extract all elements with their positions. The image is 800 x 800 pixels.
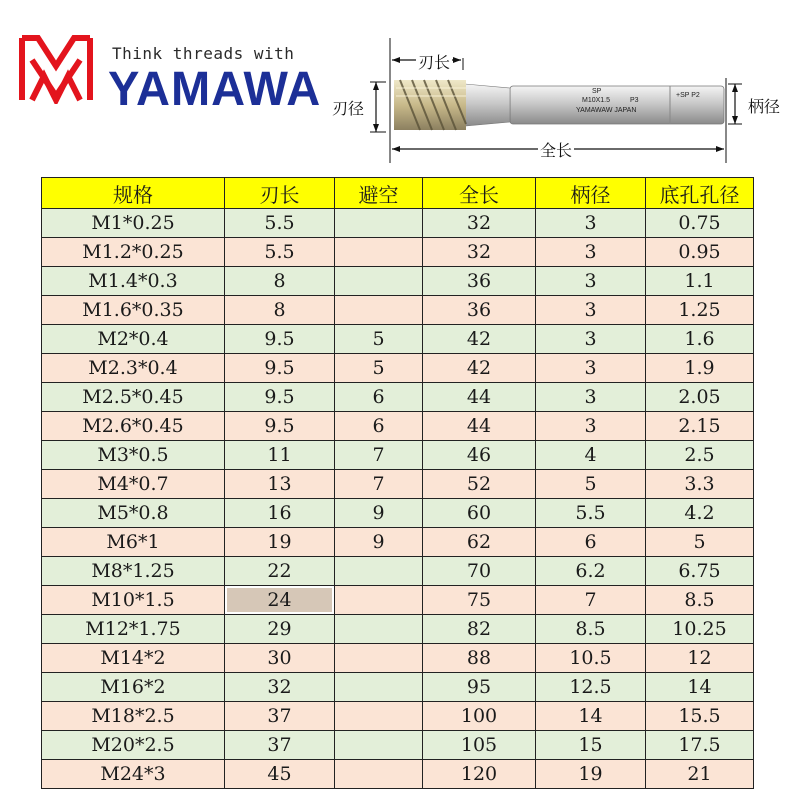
cell-clearance: 5 xyxy=(335,325,423,354)
cell-pilot-hole: 10.25 xyxy=(646,615,754,644)
cell-total-length: 36 xyxy=(423,296,536,325)
cell-spec: M8*1.25 xyxy=(42,557,225,586)
cell-shank-diameter: 6 xyxy=(536,528,646,557)
table-row xyxy=(42,702,754,731)
header-blade-length: 刃长 xyxy=(225,178,335,209)
blade-diameter-label: 刃径 xyxy=(330,96,366,119)
cell-total-length: 62 xyxy=(423,528,536,557)
table-row xyxy=(42,209,754,238)
cell-clearance xyxy=(335,296,423,325)
cell-clearance xyxy=(335,702,423,731)
yamawa-mark-icon xyxy=(18,30,94,104)
cell-pilot-hole: 12 xyxy=(646,644,754,673)
cell-total-length: 120 xyxy=(423,760,536,789)
cell-shank-diameter: 6.2 xyxy=(536,557,646,586)
cell-clearance xyxy=(335,731,423,760)
cell-clearance xyxy=(335,586,423,615)
table-row xyxy=(42,441,754,470)
table-row xyxy=(42,267,754,296)
cell-clearance: 6 xyxy=(335,383,423,412)
cell-pilot-hole: 4.2 xyxy=(646,499,754,528)
cell-blade-length: 22 xyxy=(225,557,335,586)
table-row xyxy=(42,296,754,325)
cell-total-length: 95 xyxy=(423,673,536,702)
cell-pilot-hole: 2.15 xyxy=(646,412,754,441)
cell-total-length: 46 xyxy=(423,441,536,470)
cell-clearance xyxy=(335,267,423,296)
cell-clearance: 7 xyxy=(335,441,423,470)
cell-blade-length: 5.5 xyxy=(225,238,335,267)
cell-clearance xyxy=(335,644,423,673)
cell-total-length: 88 xyxy=(423,644,536,673)
shank-diameter-label: 柄径 xyxy=(746,94,782,117)
cell-blade-length: 19 xyxy=(225,528,335,557)
cell-blade-length: 11 xyxy=(225,441,335,470)
cell-blade-length: 9.5 xyxy=(225,354,335,383)
cell-spec: M1.6*0.35 xyxy=(42,296,225,325)
spec-table xyxy=(41,177,754,789)
tap-diagram xyxy=(330,38,800,173)
cell-shank-diameter: 12.5 xyxy=(536,673,646,702)
cell-total-length: 32 xyxy=(423,238,536,267)
cell-blade-length: 9.5 xyxy=(225,412,335,441)
cell-pilot-hole: 17.5 xyxy=(646,731,754,760)
table-row xyxy=(42,238,754,267)
cell-pilot-hole: 1.25 xyxy=(646,296,754,325)
cell-shank-diameter: 7 xyxy=(536,586,646,615)
cell-blade-length: 24 xyxy=(225,586,335,615)
header-shank-diameter: 柄径 xyxy=(536,178,646,209)
table-row xyxy=(42,586,754,615)
cell-clearance xyxy=(335,615,423,644)
cell-blade-length: 5.5 xyxy=(225,209,335,238)
cell-pilot-hole: 1.6 xyxy=(646,325,754,354)
cell-spec: M1*0.25 xyxy=(42,209,225,238)
table-row xyxy=(42,470,754,499)
table-row xyxy=(42,412,754,441)
cell-clearance xyxy=(335,557,423,586)
cell-blade-length: 37 xyxy=(225,731,335,760)
tool-mark-size: M10X1.5 xyxy=(582,97,611,104)
cell-shank-diameter: 10.5 xyxy=(536,644,646,673)
cell-total-length: 75 xyxy=(423,586,536,615)
cell-clearance xyxy=(335,209,423,238)
cell-blade-length: 9.5 xyxy=(225,383,335,412)
cell-spec: M2.5*0.45 xyxy=(42,383,225,412)
cell-blade-length: 9.5 xyxy=(225,325,335,354)
cell-blade-length: 13 xyxy=(225,470,335,499)
cell-shank-diameter: 4 xyxy=(536,441,646,470)
cell-clearance xyxy=(335,238,423,267)
cell-shank-diameter: 3 xyxy=(536,412,646,441)
cell-shank-diameter: 3 xyxy=(536,354,646,383)
cell-shank-diameter: 14 xyxy=(536,702,646,731)
cell-blade-length: 16 xyxy=(225,499,335,528)
header-total-length: 全长 xyxy=(423,178,536,209)
table-row xyxy=(42,528,754,557)
cell-total-length: 82 xyxy=(423,615,536,644)
cell-pilot-hole: 8.5 xyxy=(646,586,754,615)
cell-clearance: 7 xyxy=(335,470,423,499)
table-body xyxy=(42,209,754,789)
table-header-row xyxy=(42,178,754,209)
cell-pilot-hole: 15.5 xyxy=(646,702,754,731)
cell-spec: M16*2 xyxy=(42,673,225,702)
cell-pilot-hole: 1.9 xyxy=(646,354,754,383)
cell-spec: M4*0.7 xyxy=(42,470,225,499)
cell-blade-length: 8 xyxy=(225,267,335,296)
cell-pilot-hole: 2.05 xyxy=(646,383,754,412)
table-row xyxy=(42,731,754,760)
total-length-label: 全长 xyxy=(538,138,574,161)
cell-blade-length: 29 xyxy=(225,615,335,644)
cell-blade-length: 30 xyxy=(225,644,335,673)
table-row xyxy=(42,615,754,644)
table-row xyxy=(42,325,754,354)
cell-spec: M18*2.5 xyxy=(42,702,225,731)
cell-clearance: 9 xyxy=(335,528,423,557)
logo-brand: YAMAWA xyxy=(108,63,322,116)
cell-pilot-hole: 3.3 xyxy=(646,470,754,499)
table-row xyxy=(42,354,754,383)
cell-spec: M10*1.5 xyxy=(42,586,225,615)
cell-spec: M6*1 xyxy=(42,528,225,557)
cell-pilot-hole: 0.95 xyxy=(646,238,754,267)
cell-shank-diameter: 5 xyxy=(536,470,646,499)
cell-total-length: 44 xyxy=(423,383,536,412)
cell-total-length: 42 xyxy=(423,325,536,354)
cell-total-length: 44 xyxy=(423,412,536,441)
table-row xyxy=(42,383,754,412)
cell-total-length: 32 xyxy=(423,209,536,238)
table-row xyxy=(42,673,754,702)
table-row xyxy=(42,644,754,673)
cell-spec: M12*1.75 xyxy=(42,615,225,644)
cell-total-length: 36 xyxy=(423,267,536,296)
header-spec: 规格 xyxy=(42,178,225,209)
cell-spec: M5*0.8 xyxy=(42,499,225,528)
cell-total-length: 52 xyxy=(423,470,536,499)
cell-pilot-hole: 6.75 xyxy=(646,557,754,586)
header-pilot-hole: 底孔孔径 xyxy=(646,178,754,209)
cell-clearance xyxy=(335,673,423,702)
cell-total-length: 105 xyxy=(423,731,536,760)
tool-mark-sp: SP xyxy=(592,88,602,95)
cell-pilot-hole: 0.75 xyxy=(646,209,754,238)
cell-clearance: 9 xyxy=(335,499,423,528)
cell-clearance: 5 xyxy=(335,354,423,383)
cell-spec: M20*2.5 xyxy=(42,731,225,760)
cell-clearance xyxy=(335,760,423,789)
cell-spec: M24*3 xyxy=(42,760,225,789)
cell-shank-diameter: 3 xyxy=(536,325,646,354)
cell-pilot-hole: 21 xyxy=(646,760,754,789)
cell-shank-diameter: 3 xyxy=(536,209,646,238)
cell-pilot-hole: 14 xyxy=(646,673,754,702)
tool-mark-p3: P3 xyxy=(630,97,639,104)
cell-spec: M14*2 xyxy=(42,644,225,673)
cell-shank-diameter: 8.5 xyxy=(536,615,646,644)
cell-spec: M2.3*0.4 xyxy=(42,354,225,383)
cell-shank-diameter: 3 xyxy=(536,383,646,412)
cell-pilot-hole: 1.1 xyxy=(646,267,754,296)
cell-shank-diameter: 3 xyxy=(536,296,646,325)
tool-mark-grade: +SP P2 xyxy=(676,92,700,99)
table-row xyxy=(42,557,754,586)
cell-total-length: 70 xyxy=(423,557,536,586)
cell-total-length: 60 xyxy=(423,499,536,528)
cell-blade-length: 37 xyxy=(225,702,335,731)
cell-total-length: 42 xyxy=(423,354,536,383)
cell-spec: M2*0.4 xyxy=(42,325,225,354)
yamawa-logo xyxy=(18,22,322,116)
header-clearance: 避空 xyxy=(335,178,423,209)
cell-blade-length: 8 xyxy=(225,296,335,325)
cell-total-length: 100 xyxy=(423,702,536,731)
cell-blade-length: 45 xyxy=(225,760,335,789)
logo-tagline: Think threads with xyxy=(112,44,295,63)
cell-shank-diameter: 3 xyxy=(536,267,646,296)
cell-spec: M1.4*0.3 xyxy=(42,267,225,296)
cell-shank-diameter: 3 xyxy=(536,238,646,267)
table-row xyxy=(42,760,754,789)
cell-spec: M1.2*0.25 xyxy=(42,238,225,267)
cell-clearance: 6 xyxy=(335,412,423,441)
blade-length-label: 刃长 xyxy=(416,50,452,73)
cell-spec: M3*0.5 xyxy=(42,441,225,470)
cell-shank-diameter: 5.5 xyxy=(536,499,646,528)
cell-pilot-hole: 2.5 xyxy=(646,441,754,470)
tool-mark-maker: YAMAWAW JAPAN xyxy=(576,107,637,114)
cell-shank-diameter: 15 xyxy=(536,731,646,760)
cell-shank-diameter: 19 xyxy=(536,760,646,789)
cell-spec: M2.6*0.45 xyxy=(42,412,225,441)
cell-pilot-hole: 5 xyxy=(646,528,754,557)
cell-blade-length: 32 xyxy=(225,673,335,702)
table-row xyxy=(42,499,754,528)
